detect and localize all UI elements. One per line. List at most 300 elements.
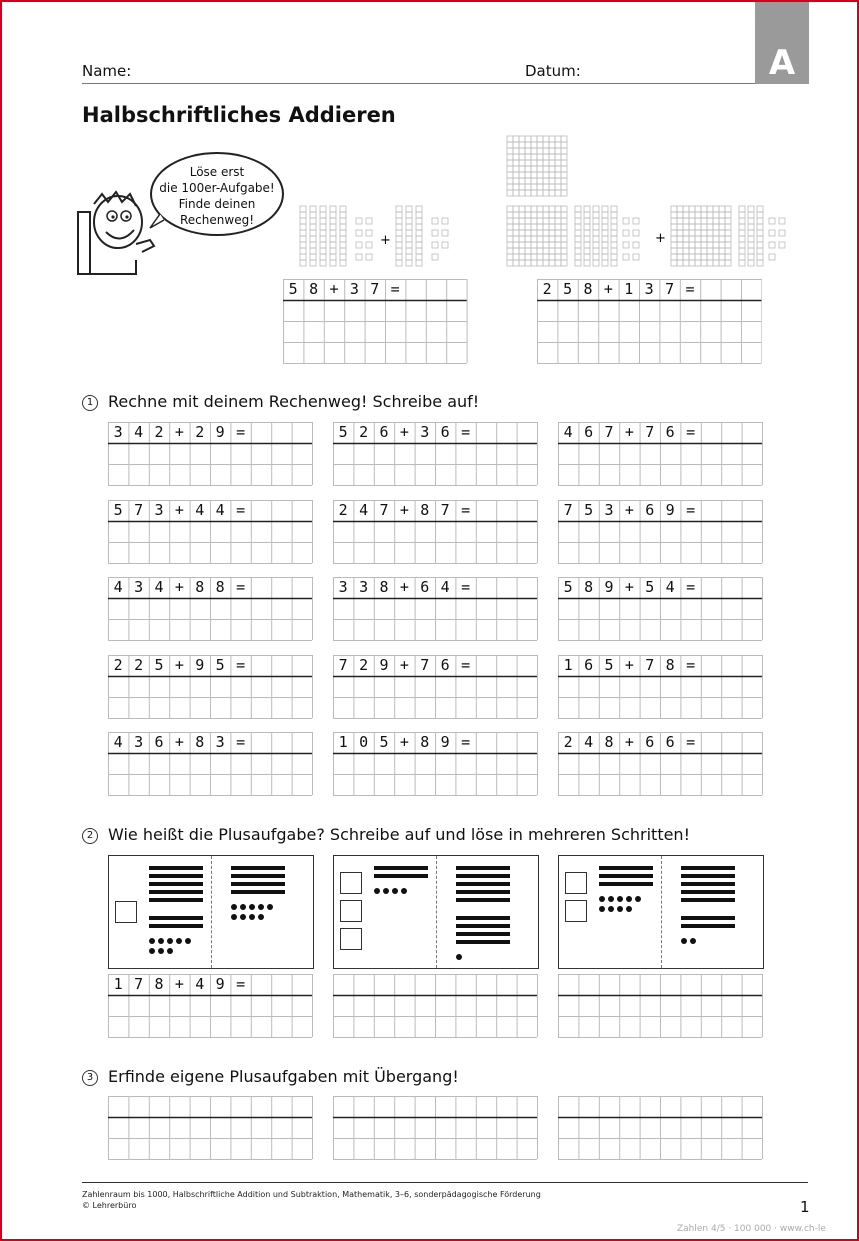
ten-rod-cell [406, 248, 412, 254]
ten-rod-cell [593, 248, 599, 254]
hundred-flat-cell [689, 260, 695, 266]
header-rule [82, 83, 808, 84]
hundred-flat-cell [689, 224, 695, 230]
section-1-instruction: Rechne mit deinem Rechenweg! Schreibe auf! [108, 392, 480, 411]
hundred-flat-cell [525, 136, 531, 142]
hundred-flat-cell [701, 230, 707, 236]
ten-bar [456, 882, 510, 886]
hundred-flat-cell [519, 136, 525, 142]
hundred-flat-cell [507, 166, 513, 172]
task-grid[interactable] [108, 655, 312, 718]
ten-rod-cell [310, 206, 316, 212]
hundred-flat-cell [525, 206, 531, 212]
hundred-flat-cell [561, 212, 567, 218]
hundred-flat-cell [719, 254, 725, 260]
footer-copyright: © Lehrerbüro [82, 1201, 137, 1210]
ten-rod-cell [330, 206, 336, 212]
hundred-flat-cell [549, 254, 555, 260]
bubble-line: Löse erst [189, 165, 245, 179]
hundred-flat-cell [543, 224, 549, 230]
ten-rod-cell [340, 230, 346, 236]
ten-rod-cell [300, 236, 306, 242]
hundred-flat-cell [725, 248, 731, 254]
one-cube [633, 230, 639, 236]
ten-rod-cell [406, 218, 412, 224]
ten-rod-cell [406, 254, 412, 260]
one-cube [623, 230, 629, 236]
hundred-flat-cell [519, 148, 525, 154]
hundred-flat-cell [561, 154, 567, 160]
hundred-flat-cell [695, 236, 701, 242]
task-expression: 589+54= [563, 578, 707, 596]
hundred-flat-cell [561, 218, 567, 224]
one-dot [599, 906, 605, 912]
ten-rod-cell [320, 260, 326, 266]
hundred-flat-cell [537, 254, 543, 260]
one-dot [167, 938, 173, 944]
ten-rod-cell [593, 224, 599, 230]
task-grid[interactable] [558, 655, 762, 718]
answer-grid[interactable] [333, 974, 537, 1037]
one-dot [249, 904, 255, 910]
hundred-flat-cell [555, 242, 561, 248]
ten-bar [456, 898, 510, 902]
ten-rod-cell [416, 236, 422, 242]
hundred-flat-cell [671, 224, 677, 230]
hundred-flat-cell [561, 242, 567, 248]
one-dot [249, 914, 255, 920]
ten-bar [681, 874, 735, 878]
ten-rod-cell [611, 206, 617, 212]
hundred-flat-cell [513, 148, 519, 154]
task-grid[interactable] [333, 577, 537, 640]
hundred-flat-cell [525, 166, 531, 172]
ten-rod-cell [602, 260, 608, 266]
hundred-flat-cell [537, 236, 543, 242]
ten-rod-cell [416, 248, 422, 254]
ten-rod-cell [748, 242, 754, 248]
hundred-flat-cell [549, 218, 555, 224]
one-cube [623, 242, 629, 248]
hundred-flat-cell [555, 218, 561, 224]
hundred-flat-cell [707, 242, 713, 248]
hundred-flat-cell [537, 154, 543, 160]
hundred-flat-cell [543, 254, 549, 260]
bubble-tail [148, 212, 168, 232]
hundred-flat-cell [513, 154, 519, 160]
plus-sign: + [655, 231, 666, 246]
hundred-flat-cell [549, 136, 555, 142]
task-grid[interactable] [108, 500, 312, 563]
ten-rod-cell [757, 242, 763, 248]
hundred-flat-cell [519, 154, 525, 160]
hundred-flat-cell [671, 212, 677, 218]
hundred-flat-cell [513, 242, 519, 248]
hundred-flat-cell [695, 254, 701, 260]
hundred-flat-cell [719, 206, 725, 212]
answer-grid[interactable] [558, 974, 762, 1037]
hundred-flat-cell [519, 248, 525, 254]
hundred-square [565, 900, 587, 922]
hundred-flat-cell [507, 160, 513, 166]
hundred-flat-cell [519, 160, 525, 166]
ten-rod-cell [406, 224, 412, 230]
ten-rod-cell [340, 242, 346, 248]
ten-rod-cell [584, 230, 590, 236]
one-cube [769, 218, 775, 224]
hundred-flat-cell [713, 230, 719, 236]
hundred-flat-cell [695, 206, 701, 212]
task-grid[interactable] [108, 577, 312, 640]
hundred-flat-cell [519, 230, 525, 236]
answer-grid[interactable] [108, 974, 312, 1037]
ten-rod-cell [330, 230, 336, 236]
ten-rod-cell [575, 230, 581, 236]
hundred-flat-cell [555, 172, 561, 178]
ten-rod-cell [611, 248, 617, 254]
hundred-flat-cell [525, 242, 531, 248]
hundred-flat-cell [561, 206, 567, 212]
intro-task-grid [537, 279, 761, 363]
hundred-flat-cell [543, 160, 549, 166]
task-grid[interactable] [558, 422, 762, 485]
ten-rod-cell [396, 224, 402, 230]
hundred-flat-cell [513, 172, 519, 178]
hundred-flat-cell [531, 242, 537, 248]
task-grid[interactable] [333, 500, 537, 563]
hundred-flat-cell [671, 254, 677, 260]
one-dot [231, 904, 237, 910]
ten-rod-cell [340, 206, 346, 212]
ten-rod-cell [575, 248, 581, 254]
hundred-flat-cell [707, 230, 713, 236]
hundred-flat-cell [525, 184, 531, 190]
hundred-flat-cell [513, 218, 519, 224]
hundred-flat-cell [561, 260, 567, 266]
hundred-flat-cell [683, 242, 689, 248]
ten-rod-cell [584, 260, 590, 266]
hundred-flat-cell [555, 160, 561, 166]
hundred-square [340, 872, 362, 894]
ten-rod-cell [396, 230, 402, 236]
hundred-flat-cell [677, 260, 683, 266]
hundred-flat-cell [561, 230, 567, 236]
one-dot [258, 904, 264, 910]
ten-rod-cell [611, 218, 617, 224]
one-cube [366, 230, 372, 236]
ten-rod-cell [396, 260, 402, 266]
ten-rod-cell [575, 206, 581, 212]
hundred-flat-cell [525, 160, 531, 166]
ten-rod-cell [340, 236, 346, 242]
hundred-flat-cell [507, 154, 513, 160]
hundred-flat-cell [531, 142, 537, 148]
ten-rod-cell [584, 218, 590, 224]
hundred-flat-cell [707, 206, 713, 212]
answer-grid[interactable] [558, 1096, 762, 1159]
ten-bar [456, 890, 510, 894]
ten-rod-cell [757, 224, 763, 230]
one-dot [240, 914, 246, 920]
one-dot [401, 888, 407, 894]
ten-rod-cell [602, 206, 608, 212]
hundred-flat-cell [555, 154, 561, 160]
hundred-flat-cell [549, 260, 555, 266]
hundred-flat-cell [513, 136, 519, 142]
ten-bar [149, 890, 203, 894]
hundred-flat-cell [543, 230, 549, 236]
task-expression: 247+87= [338, 500, 482, 519]
hundred-flat-cell [719, 236, 725, 242]
hundred-flat-cell [507, 172, 513, 178]
task-grid[interactable] [558, 577, 762, 640]
ten-rod-cell [340, 260, 346, 266]
base-ten-blocks-58-37 [298, 204, 458, 272]
ten-rod-cell [739, 224, 745, 230]
hundred-flat-cell [561, 148, 567, 154]
hundred-flat-cell [689, 212, 695, 218]
hundred-flat-cell [513, 184, 519, 190]
hundred-flat-cell [719, 248, 725, 254]
ten-rod-cell [739, 206, 745, 212]
ten-rod-cell [330, 218, 336, 224]
hundred-flat-cell [695, 260, 701, 266]
ten-rod-cell [739, 248, 745, 254]
hundred-flat-cell [725, 230, 731, 236]
ten-rod-cell [310, 218, 316, 224]
ten-rod-cell [602, 236, 608, 242]
task-expression: 729+76= [338, 655, 482, 674]
hundred-flat-cell [507, 142, 513, 148]
task-expression: 436+83= [113, 733, 257, 751]
one-dot [158, 948, 164, 954]
ten-rod-cell [757, 254, 763, 260]
hundred-flat-cell [725, 224, 731, 230]
ten-rod-cell [406, 236, 412, 242]
ten-rod-cell [748, 230, 754, 236]
hundred-flat-cell [561, 254, 567, 260]
hundred-flat-cell [725, 212, 731, 218]
ten-rod-cell [300, 206, 306, 212]
ten-bar [456, 924, 510, 928]
ten-rod-cell [748, 206, 754, 212]
ten-rod-cell [593, 218, 599, 224]
one-cube [779, 218, 785, 224]
hundred-flat-cell [525, 230, 531, 236]
hundred-flat-cell [683, 254, 689, 260]
hundred-flat-cell [555, 166, 561, 172]
section-1-heading [82, 392, 479, 411]
hundred-flat-cell [531, 224, 537, 230]
ten-bar [149, 898, 203, 902]
ten-rod-cell [416, 218, 422, 224]
one-cube [623, 254, 629, 260]
hundred-flat-cell [677, 230, 683, 236]
ten-rod-cell [584, 206, 590, 212]
hundred-flat-cell [507, 136, 513, 142]
hundred-flat-cell [519, 242, 525, 248]
hundred-flat-cell [561, 142, 567, 148]
hundred-flat-cell [677, 224, 683, 230]
hundred-flat-cell [531, 190, 537, 196]
ten-rod-cell [416, 242, 422, 248]
hundred-flat-cell [695, 212, 701, 218]
ten-rod-cell [310, 242, 316, 248]
hundred-flat-cell [549, 206, 555, 212]
hundred-flat-cell [543, 136, 549, 142]
hundred-flat-cell [507, 254, 513, 260]
hundred-flat-cell [707, 224, 713, 230]
ten-rod-cell [739, 260, 745, 266]
ten-rod-cell [300, 218, 306, 224]
hundred-flat-cell [719, 260, 725, 266]
ten-rod-cell [739, 254, 745, 260]
task-expression: 338+64= [338, 578, 482, 596]
task-expression: 258+137= [542, 280, 706, 298]
hundred-flat-cell [713, 212, 719, 218]
hundred-flat-cell [713, 236, 719, 242]
one-dot [185, 938, 191, 944]
one-cube [623, 218, 629, 224]
hundred-flat-cell [537, 142, 543, 148]
hundred-flat-cell [507, 260, 513, 266]
hundred-flat-cell [725, 260, 731, 266]
hundred-flat-cell [683, 236, 689, 242]
ten-rod-cell [396, 206, 402, 212]
hundred-flat-cell [555, 212, 561, 218]
hundred-flat-cell [677, 218, 683, 224]
one-dot [240, 904, 246, 910]
one-cube [633, 242, 639, 248]
hundred-flat-cell [549, 178, 555, 184]
hundred-flat-cell [561, 160, 567, 166]
hundred-flat-cell [689, 242, 695, 248]
hundred-flat-cell [719, 224, 725, 230]
task-grid[interactable] [333, 732, 537, 795]
ten-rod-cell [602, 224, 608, 230]
ten-rod-cell [416, 230, 422, 236]
ten-rod-cell [416, 212, 422, 218]
ten-rod-cell [575, 224, 581, 230]
hundred-flat-cell [519, 190, 525, 196]
hundred-flat-cell [701, 212, 707, 218]
hundred-flat-cell [549, 160, 555, 166]
hundred-flat-cell [519, 142, 525, 148]
task-grid[interactable] [558, 500, 762, 563]
ten-rod-cell [739, 242, 745, 248]
section-2-heading [82, 825, 690, 844]
hundred-flat-cell [513, 236, 519, 242]
ten-rod-cell [406, 230, 412, 236]
task-expression: 58+37= [288, 280, 412, 298]
hundred-flat-cell [555, 184, 561, 190]
one-dot [149, 948, 155, 954]
ten-rod-cell [416, 260, 422, 266]
ten-rod-cell [757, 260, 763, 266]
ten-rod-cell [611, 230, 617, 236]
hundred-flat-cell [701, 218, 707, 224]
one-dot [635, 896, 641, 902]
hundred-flat-cell [555, 236, 561, 242]
hundred-flat-cell [519, 212, 525, 218]
ten-rod-cell [593, 230, 599, 236]
hundred-flat-cell [513, 230, 519, 236]
section-number: 1 [82, 395, 98, 411]
bubble-line: die 100er-Aufgabe! [159, 181, 275, 195]
task-expression: 753+69= [563, 500, 707, 519]
hundred-flat-cell [707, 248, 713, 254]
ten-bar [149, 882, 203, 886]
hundred-flat-cell [525, 178, 531, 184]
ten-bar [681, 866, 735, 870]
level-badge: A [755, 2, 809, 84]
ten-rod-cell [406, 242, 412, 248]
ten-rod-cell [602, 218, 608, 224]
ten-rod-cell [575, 260, 581, 266]
ten-bar [149, 866, 203, 870]
task-grid[interactable] [333, 655, 537, 718]
answer-grid[interactable] [108, 1096, 312, 1159]
one-cube [633, 218, 639, 224]
hundred-flat-cell [507, 242, 513, 248]
hundred-flat-cell [561, 178, 567, 184]
section-3-instruction: Erfinde eigene Plusaufgaben mit Übergang! [108, 1067, 459, 1086]
task-grid[interactable] [558, 732, 762, 795]
hundred-flat-cell [507, 148, 513, 154]
task-grid[interactable] [108, 732, 312, 795]
task-grid[interactable] [333, 422, 537, 485]
hundred-flat-cell [507, 178, 513, 184]
hundred-flat-cell [725, 236, 731, 242]
one-dot [392, 888, 398, 894]
ten-bar [149, 916, 203, 920]
ten-rod-cell [584, 236, 590, 242]
ten-rod-cell [300, 254, 306, 260]
hundred-flat-cell [555, 148, 561, 154]
ten-rod-cell [320, 212, 326, 218]
mascot-illustration [76, 190, 158, 278]
hundred-flat-cell [725, 254, 731, 260]
ten-rod-cell [748, 224, 754, 230]
hundred-flat-cell [671, 236, 677, 242]
ten-rod-cell [611, 242, 617, 248]
hundred-flat-cell [719, 242, 725, 248]
ten-rod-cell [602, 230, 608, 236]
hundred-flat-cell [701, 254, 707, 260]
answer-grid[interactable] [333, 1096, 537, 1159]
hundred-flat-cell [683, 212, 689, 218]
ten-rod-cell [396, 242, 402, 248]
ten-rod-cell [320, 242, 326, 248]
ten-rod-cell [330, 212, 336, 218]
hundred-flat-cell [531, 178, 537, 184]
section-3-heading [82, 1067, 459, 1086]
picture-divider [436, 856, 437, 968]
one-dot [608, 906, 614, 912]
ten-rod-cell [310, 224, 316, 230]
hundred-flat-cell [695, 224, 701, 230]
hundred-flat-cell [689, 236, 695, 242]
hundred-flat-cell [561, 184, 567, 190]
task-grid[interactable] [108, 422, 312, 485]
hundred-flat-cell [719, 218, 725, 224]
hundred-flat-cell [561, 172, 567, 178]
hundred-flat-cell [519, 166, 525, 172]
ten-rod-cell [739, 212, 745, 218]
ten-rod-cell [748, 254, 754, 260]
hundred-flat-cell [537, 160, 543, 166]
hundred-flat-cell [713, 248, 719, 254]
